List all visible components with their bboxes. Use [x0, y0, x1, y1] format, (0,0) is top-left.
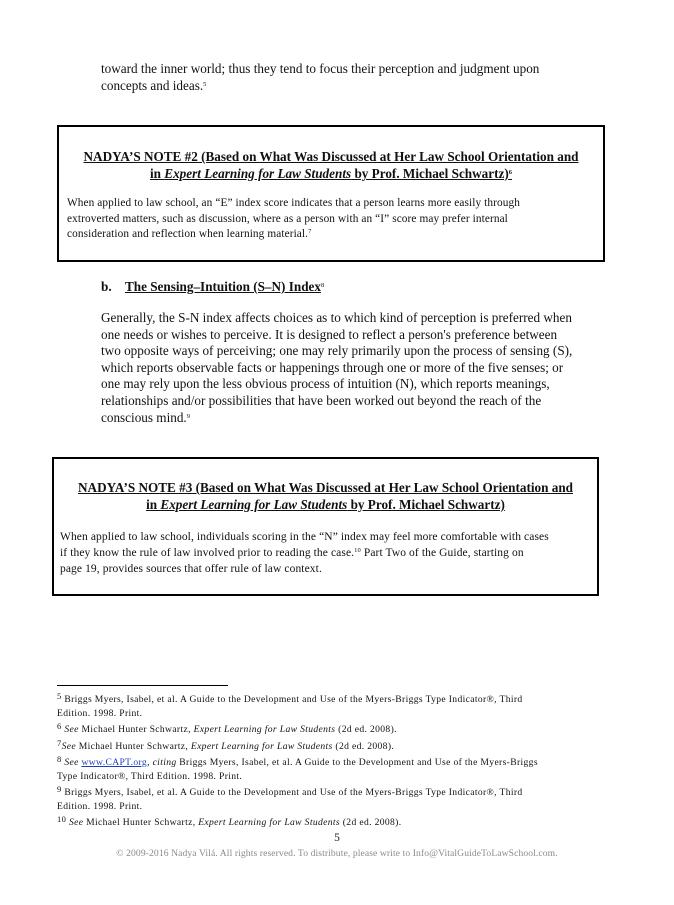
- footnote-book-title: Expert Learning for Law Students: [190, 740, 333, 752]
- paragraph-line: relationships and/or possibilities that have been worked out beyond the reach of the: [101, 392, 542, 408]
- footnote-signal: See: [61, 757, 82, 768]
- footnote-number: 8: [57, 754, 62, 764]
- note-2-body-line: [67, 227, 597, 243]
- intro-text: concepts and ideas.: [101, 77, 204, 93]
- note-2-title-by: by Prof. Michael Schwartz): [351, 166, 509, 181]
- footnote-ref[interactable]: 9: [186, 412, 190, 420]
- footnote-text: Michael Hunter Schwartz,: [75, 740, 191, 752]
- footnote-text: Briggs Myers, Isabel, et al. A Guide to the Development and Use of the Myers-Briggs: [176, 757, 538, 768]
- footnote-ref[interactable]: 7: [308, 228, 312, 236]
- footnote-text: Type Indicator®, Third Edition. 1998. Print.: [57, 770, 243, 782]
- note-3-title-line: NADYA’S NOTE #3 (Based on What Was Discussed at Her Law School Orientation and: [78, 480, 573, 495]
- footnote-text: Briggs Myers, Isabel, et al. A Guide to the Development and Use of the Myers-Briggs Type Indicator®, Third: [61, 787, 523, 798]
- intro-line: toward the inner world; thus they tend to focus their perception and judgment upon: [101, 61, 540, 76]
- note-2-body-line: When applied to law school, an “E” index score indicates that a person learns more easily through: [67, 197, 520, 209]
- section-b-letter: b.: [101, 279, 112, 294]
- note-2-title-line: [59, 165, 603, 182]
- footnote-text: Edition. 1998. Print.: [57, 707, 143, 719]
- note-3-body: [60, 529, 591, 577]
- footnote-signal: See: [61, 740, 76, 752]
- intro-paragraph: [101, 61, 621, 94]
- note-3-box: [52, 457, 599, 596]
- copyright-notice: © 2009-2016 Nadya Vilá. All rights reserved. To distribute, please write to Info@VitalGuideToLawSchool.com.: [116, 848, 558, 859]
- footnote-text: Michael Hunter Schwartz,: [78, 724, 194, 735]
- footnote-text: ,: [147, 757, 153, 768]
- note-2-body: [67, 196, 597, 243]
- footnote-number: 6: [57, 721, 62, 731]
- footnote-5: [57, 693, 617, 707]
- footnote-signal: See: [61, 724, 79, 735]
- paragraph-line: one may rely upon the less obvious process of intuition (N), which reports meanings,: [101, 376, 550, 392]
- note-2-book-title: Expert Learning for Law Students: [164, 166, 352, 181]
- footnote-10: [57, 816, 617, 830]
- footnote-text: (2d ed. 2008).: [335, 724, 397, 735]
- note-3-title: [54, 479, 597, 513]
- note-3-title-by: by Prof. Michael Schwartz): [347, 497, 505, 512]
- note-3-body-line: page 19, provides sources that offer rule of law context.: [60, 563, 322, 575]
- note-3-book-title: Expert Learning for Law Students: [160, 497, 348, 512]
- intro-line: [101, 78, 621, 95]
- paragraph-line: [101, 410, 621, 427]
- note-3-title-in: in: [146, 497, 161, 512]
- footnote-7: [57, 737, 617, 754]
- section-b-paragraph: [101, 310, 621, 426]
- note-3-body-line: [60, 545, 591, 561]
- note-3-body-line: When applied to law school, individuals scoring in the “N” index may feel more comfortable with cases: [60, 531, 549, 543]
- footnote-number: 7: [57, 737, 62, 748]
- footnote-6: [57, 723, 617, 737]
- paragraph-line: two opposite ways of perceiving; one may rely primarily upon the process of sensing (S),: [101, 343, 573, 359]
- footnote-signal: See: [66, 817, 84, 828]
- footnote-ref[interactable]: 5: [203, 80, 207, 88]
- note-2-title: [59, 148, 603, 182]
- footnote-number: 5: [57, 691, 62, 701]
- paragraph-line: which reports observable facts or happenings through one or more of the five senses; or: [101, 359, 564, 375]
- note-2-body-text: consideration and reflection when learning material.: [67, 228, 309, 241]
- section-b-title: The Sensing–Intuition (S–N) Index: [124, 279, 321, 294]
- footnote-signal: citing: [152, 757, 177, 768]
- note-3-title-line: [54, 496, 597, 513]
- note-3-body-text: if they know the rule of law involved prior to reading the case.: [60, 547, 355, 559]
- paragraph-line: one needs or wishes to perceive. It is designed to reflect a person's preference between: [101, 326, 558, 342]
- footnote-text: Michael Hunter Schwartz,: [83, 817, 199, 828]
- page-number: 5: [334, 832, 340, 844]
- section-b-heading: [101, 279, 324, 295]
- note-2-body-line: extroverted matters, such as discussion, where as a person with an “I” score may prefer internal: [67, 212, 508, 225]
- footnote-text: (2d ed. 2008).: [332, 740, 395, 752]
- footnote-book-title: Expert Learning for Law Students: [198, 817, 340, 828]
- footnote-number: 9: [57, 784, 62, 794]
- footnotes: [57, 693, 617, 830]
- footnote-ref[interactable]: 6: [508, 169, 512, 176]
- note-2-title-line: NADYA’S NOTE #2 (Based on What Was Discussed at Her Law School Orientation and: [83, 149, 579, 164]
- footnote-ref[interactable]: 10: [354, 547, 361, 554]
- capt-link[interactable]: www.CAPT.org: [81, 757, 148, 768]
- note-2-box: [57, 125, 605, 262]
- footnote-text: (2d ed. 2008).: [340, 817, 402, 828]
- footnote-book-title: Expert Learning for Law Students: [193, 724, 336, 735]
- paragraph-line: Generally, the S-N index affects choices as to which kind of perception is preferred when: [101, 310, 572, 325]
- paragraph-text: conscious mind.: [101, 409, 187, 425]
- footnote-ref[interactable]: 8: [320, 282, 325, 289]
- footnote-number: 10: [57, 814, 67, 824]
- footnote-text: Briggs Myers, Isabel, et al. A Guide to the Development and Use of the Myers-Briggs Type Indicator®, Third: [61, 694, 523, 705]
- footnote-text: Edition. 1998. Print.: [57, 800, 143, 812]
- note-2-title-in: in: [149, 166, 165, 181]
- note-3-body-text: Part Two of the Guide, starting on: [360, 547, 524, 559]
- footnote-8: [57, 756, 617, 770]
- footnote-9: [57, 786, 617, 800]
- footnote-separator: [57, 685, 228, 686]
